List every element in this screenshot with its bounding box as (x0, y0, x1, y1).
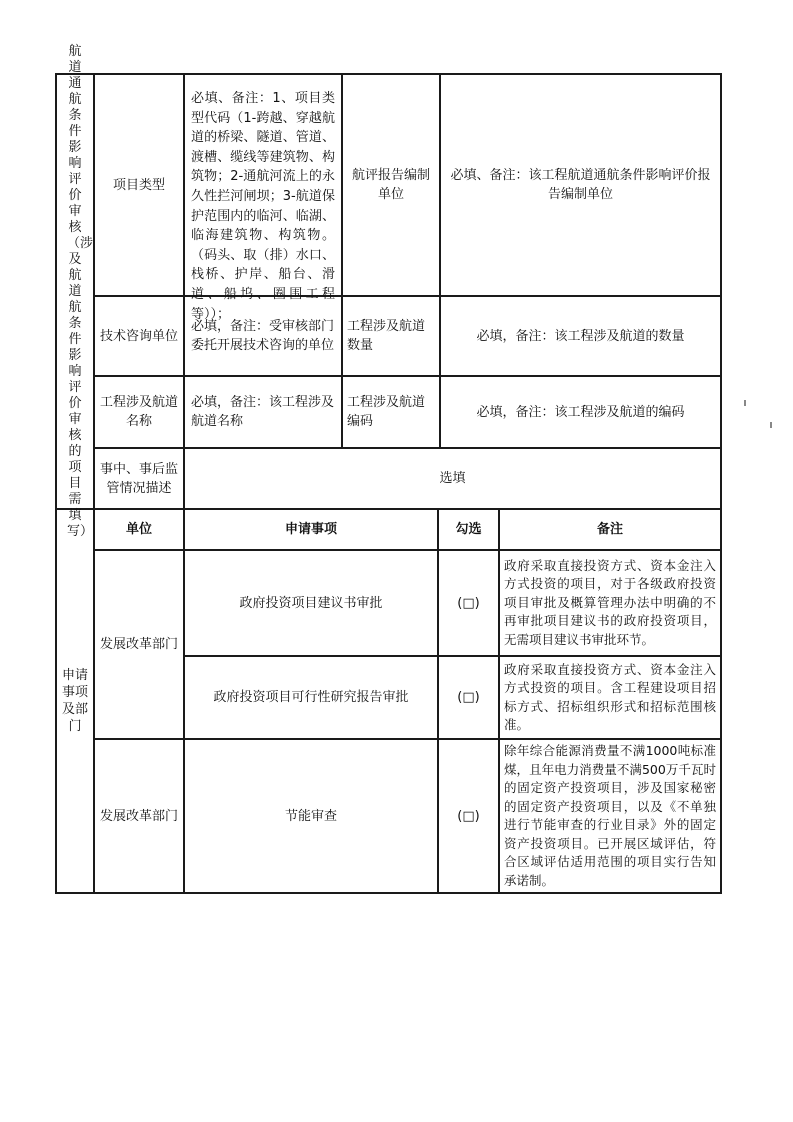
check-energy-review[interactable] (439, 740, 498, 892)
item-feasibility-approval-text: 政府投资项目可行性研究报告审批 (213, 690, 409, 705)
channel-count-note-text: 必填，备注：该工程涉及航道的数量 (476, 328, 685, 344)
header-unit-text: 单位 (125, 522, 152, 537)
header-unit (95, 510, 183, 549)
unit-dev-reform-a-text: 发展改革部门 (99, 637, 178, 652)
unit-dev-reform-a (95, 551, 183, 738)
channel-code-label (343, 377, 439, 447)
check-proposal-approval[interactable] (439, 551, 498, 655)
section2-side-label (57, 510, 93, 892)
report-unit-note (441, 75, 720, 295)
supervision-value-text: 选填 (439, 471, 466, 486)
item-energy-review (185, 740, 437, 892)
check-proposal-approval-box[interactable]: (□) (457, 595, 480, 611)
remark-feasibility-approval (500, 657, 720, 738)
remark-feasibility-approval-text: 政府采取直接投资方式、资本金注入方式投资的项目。含工程建设项目招标方式、招标组织形式和招标范围核准。 (504, 661, 716, 732)
channel-count-note (441, 297, 720, 375)
margin-mark (744, 400, 746, 406)
channel-name-label (95, 377, 183, 447)
consult-unit-label-text: 技术咨询单位 (99, 328, 178, 344)
channel-name-label-text: 工程涉及航道名称 (99, 395, 178, 429)
project-type-note-text: 必填、备注：1、项目类型代码（1-跨越、穿越航道的桥梁、隧道、管道、渡槽、缆线等建筑物、构筑物；2-通航河流上的永久性拦河闸坝；3-航道保护范围内的临河、临湖、临海建筑物、构筑物。（码头、取（排）水口、栈桥、护岸、船台、滑道、船坞、圈围工程等））； (191, 91, 335, 322)
channel-code-note (441, 377, 720, 447)
remark-proposal-approval (500, 551, 720, 655)
report-unit-label (343, 75, 439, 295)
header-remark-text: 备注 (596, 522, 623, 537)
item-proposal-approval-text: 政府投资项目建议书审批 (239, 595, 383, 611)
channel-code-note-text: 必填，备注：该工程涉及航道的编码 (476, 404, 685, 420)
header-item (185, 510, 437, 549)
section2-side-text: 申请事项及部门 (61, 668, 88, 734)
unit-dev-reform-b (95, 740, 183, 892)
consult-unit-note-text: 必填，备注：受审核部门委托开展技术咨询的单位 (191, 319, 335, 353)
report-unit-label-text: 航评报告编制单位 (351, 168, 430, 202)
table-border-bottom (55, 892, 722, 894)
check-feasibility-approval[interactable] (439, 657, 498, 738)
header-item-text: 申请事项 (284, 522, 337, 537)
section1-side-label (57, 43, 94, 539)
header-check-text: 勾选 (455, 522, 482, 537)
channel-name-note-text: 必填，备注：该工程涉及航道名称 (191, 395, 335, 429)
margin-mark (770, 422, 772, 428)
channel-name-note (185, 377, 341, 447)
report-unit-note-text: 必填、备注：该工程航道通航条件影响评价报告编制单位 (450, 168, 711, 202)
item-energy-review-text: 节能审查 (284, 808, 337, 824)
supervision-label-text: 事中、事后监管情况描述 (99, 461, 178, 496)
check-feasibility-approval-box[interactable]: (□) (457, 690, 480, 705)
header-remark (500, 510, 720, 549)
remark-proposal-approval-text: 政府采取直接投资方式、资本金注入方式投资的项目，对于各级政府投资项目审批及概算管理办法中明确的不再审批项目建议书的政府投资项目，无需项目建议书审批环节。 (504, 557, 716, 647)
consult-unit-label (95, 297, 183, 375)
table-border-right (720, 73, 722, 894)
check-energy-review-box[interactable]: (□) (457, 808, 480, 824)
project-type-label (95, 75, 183, 295)
supervision-value (185, 449, 720, 508)
remark-energy-review-text: 除年综合能源消费量不满1000吨标准煤，且年电力消费量不满500万千瓦时的固定资产投资项目，涉及国家秘密的固定资产投资项目，以及《不单独进行节能审查的行业目录》外的固定资产投资项目。已开展区域评估，符合区域评估适用范围的项目实行告知承诺制。 (504, 743, 716, 888)
channel-code-label-text: 工程涉及航道编码 (347, 395, 426, 429)
consult-unit-note (185, 297, 341, 375)
supervision-label (95, 449, 183, 508)
channel-count-label-text: 工程涉及航道数量 (347, 319, 426, 353)
project-type-note (185, 89, 341, 322)
item-proposal-approval (185, 551, 437, 655)
unit-dev-reform-b-text: 发展改革部门 (99, 808, 178, 824)
section1-side-text: 航道通航条件影响评价审核（涉及航道航条件影响评价审核的项目需填写） (67, 43, 94, 539)
project-type-label-text: 项目类型 (112, 177, 165, 193)
item-feasibility-approval (185, 657, 437, 738)
remark-energy-review (500, 740, 720, 892)
channel-count-label (343, 297, 439, 375)
header-check (439, 510, 498, 549)
